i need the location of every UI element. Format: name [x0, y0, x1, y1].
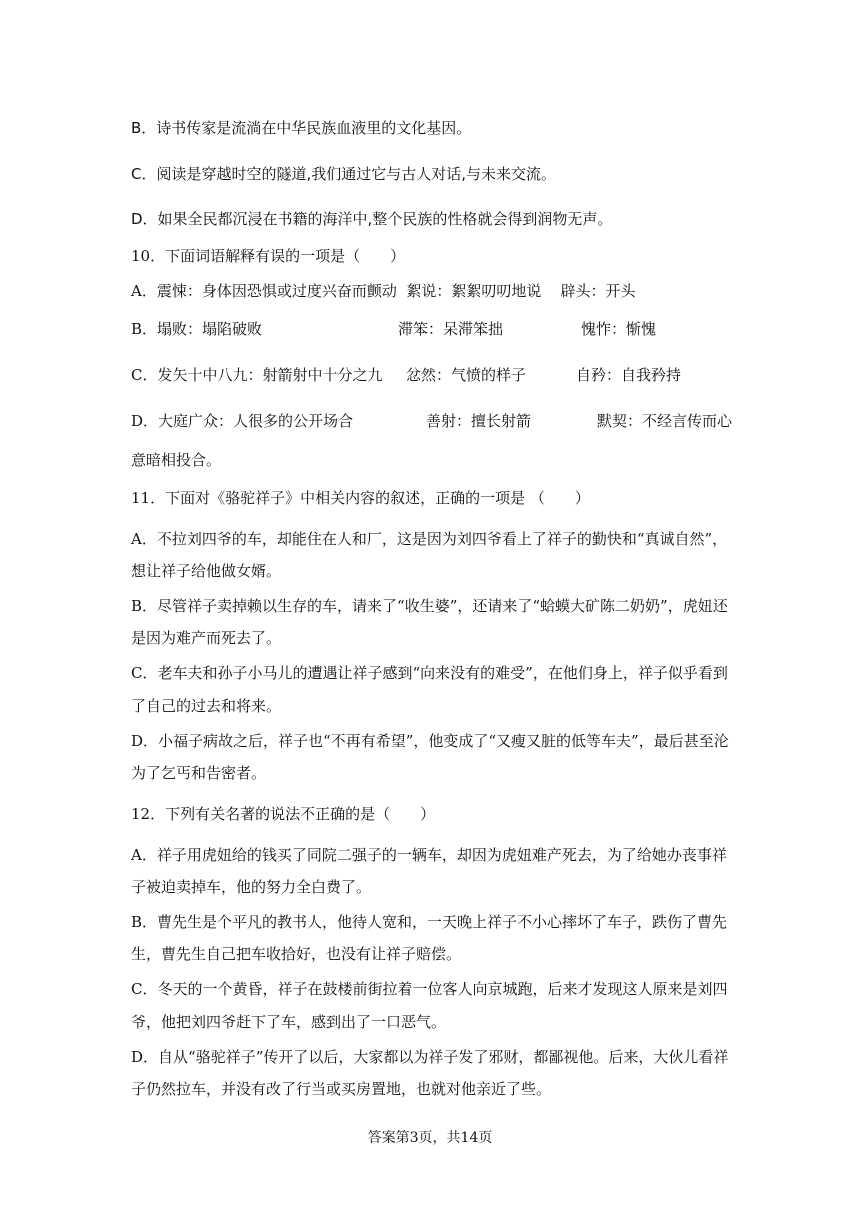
q12-option-b-line1: B．曹先生是个平凡的教书人，他待人宽和，一天晚上祥子不小心摔坏了车子，跌伤了曹先	[131, 913, 728, 931]
q10-option-b-part2: 滞笨：呆滞笨拙	[398, 320, 504, 338]
q11-option-d-line2: 为了乞丐和告密者。	[131, 764, 267, 782]
q10-option-d-part2: 善射：擅长射箭	[426, 412, 532, 430]
q12-option-d-line1: D．自从“骆驼祥子”传开了以后，大家都以为祥子发了邪财，都鄙视他。后来，大伙儿看祥	[131, 1048, 729, 1066]
q10-option-a: A．震悚：身体因恐惧或过度兴奋而颤动 絮说：絮絮叨叨地说 辟头：开头	[131, 282, 636, 300]
q12-option-a-line2: 子被迫卖掉车，他的努力全白费了。	[131, 878, 372, 896]
q12-option-c-line1: C．冬天的一个黄昏，祥子在鼓楼前街拉着一位客人向京城跑，后来才发现这人原来是刘四	[131, 980, 728, 998]
q10-option-b-part1: B．塌败：塌陷破败	[131, 320, 263, 338]
q11-option-a-line1: A．不拉刘四爷的车，却能住在人和厂，这是因为刘四爷看上了祥子的勤快和“真诚自然”，	[131, 530, 728, 548]
q10-option-d-continued: 意暗相投合。	[131, 451, 222, 469]
q11-option-d-line1: D．小福子病故之后，祥子也“不再有希望”，他变成了“又瘦又脏的低等车夫”，最后甚至沦	[131, 732, 729, 750]
q12-option-a-line1: A．祥子用虎妞给的钱买了同院二强子的一辆车，却因为虎妞难产死去，为了给她办丧事祥	[131, 846, 727, 864]
q11-option-b-line2: 是因为难产而死去了。	[131, 629, 282, 647]
q9-option-d: D．如果全民都沉浸在书籍的海洋中,整个民族的性格就会得到润物无声。	[131, 210, 613, 228]
page-footer: 答案第3页，共14页	[367, 1130, 493, 1146]
q12-option-b-line2: 生，曹先生自己把车收拾好，也没有让祥子赔偿。	[131, 945, 462, 963]
q10-option-c-part1: C．发矢十中八九：射箭射中十分之九	[131, 366, 383, 384]
q11-option-a-line2: 想让祥子给他做女婿。	[131, 562, 282, 580]
q11-stem: 11．下面对《骆驼祥子》中相关内容的叙述，正确的一项是 （ ）	[131, 489, 590, 507]
q12-option-c-line2: 爷，他把刘四爷赶下了车，感到出了一口恶气。	[131, 1013, 447, 1031]
q9-option-c: C．阅读是穿越时空的隧道,我们通过它与古人对话,与未来交流。	[131, 165, 557, 183]
q10-option-c-part2: 忿然：气愤的样子	[406, 366, 527, 384]
q9-option-b: B．诗书传家是流淌在中华民族血液里的文化基因。	[131, 119, 472, 137]
q10-option-d-part1: D．大庭广众：人很多的公开场合	[131, 412, 354, 430]
q12-option-d-line2: 子仍然拉车，并没有改了行当或买房置地，也就对他亲近了些。	[131, 1080, 552, 1098]
q10-option-b-part3: 愧怍：惭愧	[581, 320, 657, 338]
q11-option-b-line1: B．尽管祥子卖掉赖以生存的车，请来了“收生婆”，还请来了“蛤蟆大矿陈二奶奶”，虎妞还	[131, 597, 728, 615]
q11-option-c-line1: C．老车夫和孙子小马儿的遭遇让祥子感到“向来没有的难受”，在他们身上，祥子似乎看到	[131, 664, 728, 682]
q11-option-c-line2: 了自己的过去和将来。	[131, 697, 282, 715]
q10-stem: 10．下面词语解释有误的一项是（ ）	[131, 247, 406, 265]
q10-option-d-part3: 默契：不经言传而心	[597, 412, 733, 430]
q12-stem: 12．下列有关名著的说法不正确的是（ ）	[131, 805, 436, 823]
q10-option-c-part3: 自矜：自我矜持	[576, 366, 682, 384]
